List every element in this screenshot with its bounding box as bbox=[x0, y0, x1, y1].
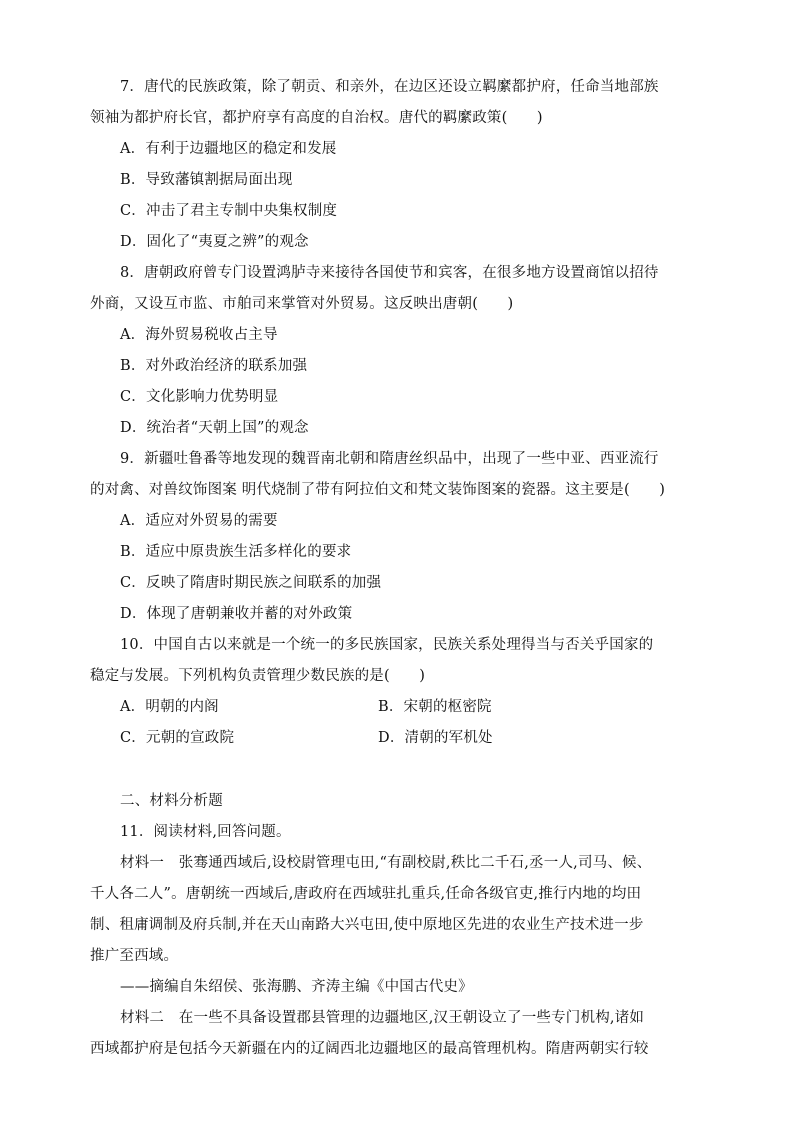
q7-option-d: D．固化了“夷夏之辨”的观念 bbox=[120, 234, 309, 250]
q9-option-c: C．反映了隋唐时期民族之间联系的加强 bbox=[120, 575, 382, 591]
q8-option-d: D．统治者“天朝上国”的观念 bbox=[120, 420, 309, 436]
q7-stem-line-1: 7．唐代的民族政策，除了朝贡、和亲外，在边区还设立羁縻都护府，任命当地部族 bbox=[120, 79, 659, 95]
q11-stem: 11．阅读材料,回答问题。 bbox=[120, 824, 291, 840]
section-title: 二、材料分析题 bbox=[120, 793, 223, 809]
q8-stem-line-2: 外商，又设互市监、市舶司来掌管对外贸易。这反映出唐朝( ) bbox=[90, 296, 514, 312]
q8-option-b: B．对外政治经济的联系加强 bbox=[120, 358, 308, 374]
q11-material1-line-4: 推广至西域。 bbox=[90, 948, 179, 964]
q11-material2-line-1: 材料二 在一些不具备设置郡县管理的边疆地区,汉王朝设立了一些专门机构,诸如 bbox=[120, 1010, 645, 1026]
q10-option-a: A．明朝的内阁 bbox=[120, 699, 219, 715]
q9-option-d: D．体现了唐朝兼收并蓄的对外政策 bbox=[120, 606, 353, 622]
q11-material2-line-2: 西域都护府是包括今天新疆在内的辽阔西北边疆地区的最高管理机构。隋唐两朝实行较 bbox=[90, 1041, 649, 1057]
q9-option-a: A．适应对外贸易的需要 bbox=[120, 513, 278, 529]
q10-option-c: C．元朝的宣政院 bbox=[120, 730, 235, 746]
q9-stem-line-2: 的对禽、对兽纹饰图案 明代烧制了带有阿拉伯文和梵文装饰图案的瓷器。这主要是( ) bbox=[90, 482, 666, 498]
q10-stem-line-2: 稳定与发展。下列机构负责管理少数民族的是( ) bbox=[90, 668, 426, 684]
q7-option-b: B．导致藩镇割据局面出现 bbox=[120, 172, 293, 188]
q8-stem-line-1: 8．唐朝政府曾专门设置鸿胪寺来接待各国使节和宾客，在很多地方设置商馆以招待 bbox=[120, 265, 659, 281]
q11-material1-line-3: 制、租庸调制及府兵制,并在天山南路大兴屯田,使中原地区先进的农业生产技术进一步 bbox=[90, 917, 644, 933]
q11-source-citation: ——摘编自朱绍侯、张海鹏、齐涛主编《中国古代史》 bbox=[120, 979, 473, 995]
q9-stem-line-1: 9．新疆吐鲁番等地发现的魏晋南北朝和隋唐丝织品中，出现了一些中亚、西亚流行 bbox=[120, 451, 659, 467]
q8-option-c: C．文化影响力优势明显 bbox=[120, 389, 279, 405]
q10-option-d: D．清朝的军机处 bbox=[378, 730, 493, 746]
q7-stem-line-2: 领袖为都护府长官，都护府享有高度的自治权。唐代的羁縻政策( ) bbox=[90, 110, 543, 126]
q11-material1-line-2: 千人各二人”。唐朝统一西域后,唐政府在西域驻扎重兵,任命各级官吏,推行内地的均田 bbox=[90, 886, 642, 902]
q7-option-a: A．有利于边疆地区的稳定和发展 bbox=[120, 141, 337, 157]
q11-material1-line-1: 材料一 张骞通西域后,设校尉管理屯田,“有副校尉,秩比二千石,丞一人,司马、候、 bbox=[120, 855, 652, 871]
q10-option-b: B．宋朝的枢密院 bbox=[378, 699, 492, 715]
q7-option-c: C．冲击了君主专制中央集权制度 bbox=[120, 203, 338, 219]
q8-option-a: A．海外贸易税收占主导 bbox=[120, 327, 278, 343]
q10-stem-line-1: 10．中国自古以来就是一个统一的多民族国家，民族关系处理得当与否关乎国家的 bbox=[120, 637, 654, 653]
q9-option-b: B．适应中原贵族生活多样化的要求 bbox=[120, 544, 352, 560]
